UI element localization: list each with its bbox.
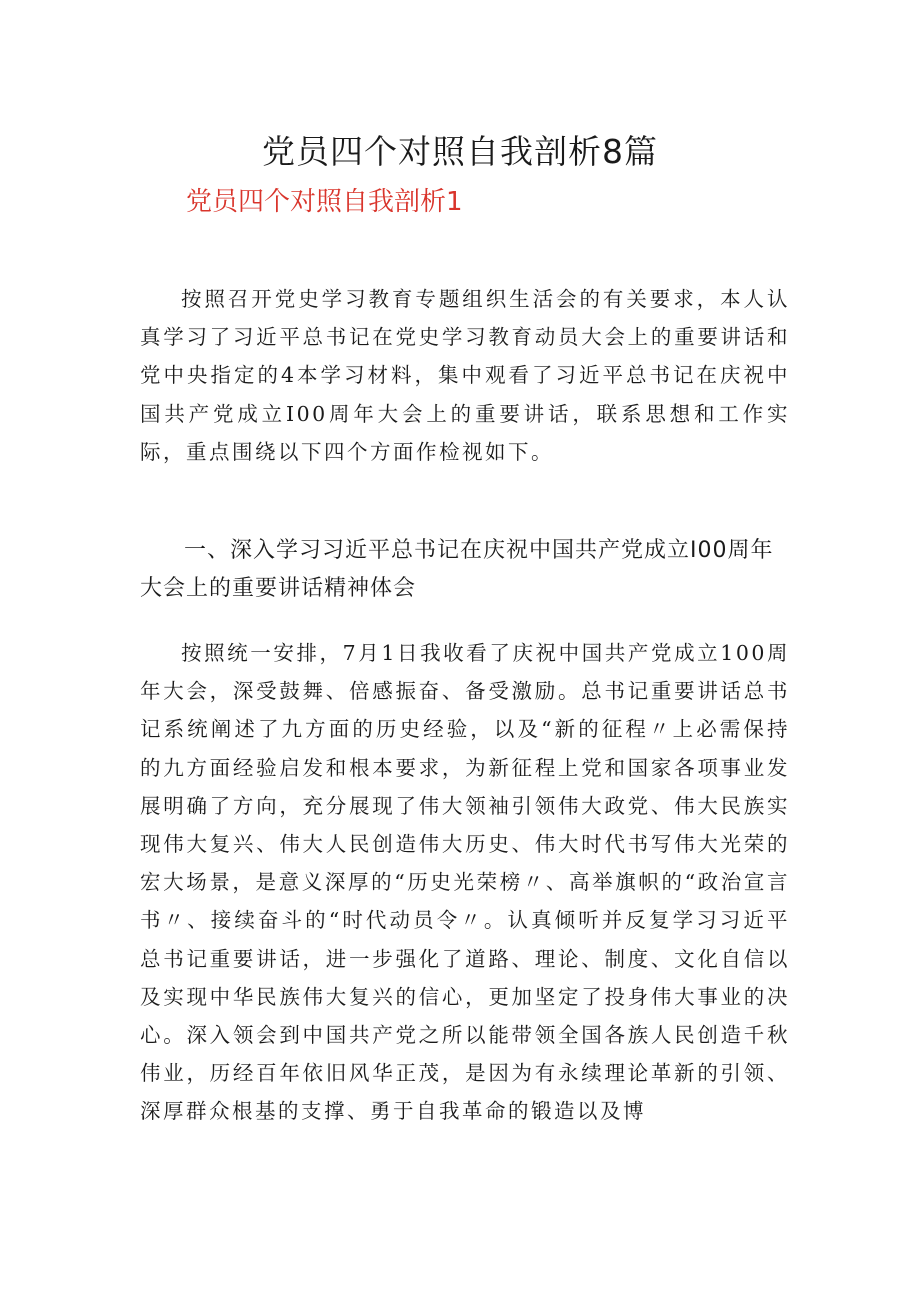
document-title: 党员四个对照自我剖析8篇 — [262, 132, 658, 171]
intro-paragraph: 按照召开党史学习教育专题组织生活会的有关要求，本人认真学习了习近平总书记在党史学习教育动员大会上的重要讲话和党中央指定的4本学习材料，集中观看了习近平总书记在庆祝中国共产党成立I00周年大会上的重要讲话，联系思想和工作实际，重点围绕以下四个方面作检视如下。 — [140, 287, 790, 464]
subheading-one: 一、深入学习习近平总书记在庆祝中国共产党成立I00周年大会上的重要讲话精神体会 — [140, 538, 774, 601]
body-paragraph: 按照统一安排，7月1日我收看了庆祝中国共产党成立100周年大会，深受鼓舞、倍感振奋、备受激励。总书记重要讲话总书记系统阐述了九方面的历史经验，以及“新的征程〃上必需保持的九方面经验启发和根本要求，为新征程上党和国家各项事业发展明确了方向，充分展现了伟大领袖引领伟大政党、伟大民族实现伟大复兴、伟大人民创造伟大历史、伟大时代书写伟大光荣的宏大场景，是意义深厚的“历史光荣榜〃、高举旗帜的“政治宣言书〃、接续奋斗的“时代动员令〃。认真倾听并反复学习习近平总书记重要讲话，进一步强化了道路、理论、制度、文化自信以及实现中华民族伟大复兴的信心，更加坚定了投身伟大事业的决心。深入领会到中国共产党之所以能带领全国各族人民创造千秋伟业，历经百年依旧风华正茂，是因为有永续理论革新的引领、深厚群众根基的支撑、勇于自我革命的锻造以及博 — [140, 641, 790, 1124]
section-title: 党员四个对照自我剖析1 — [186, 187, 463, 217]
